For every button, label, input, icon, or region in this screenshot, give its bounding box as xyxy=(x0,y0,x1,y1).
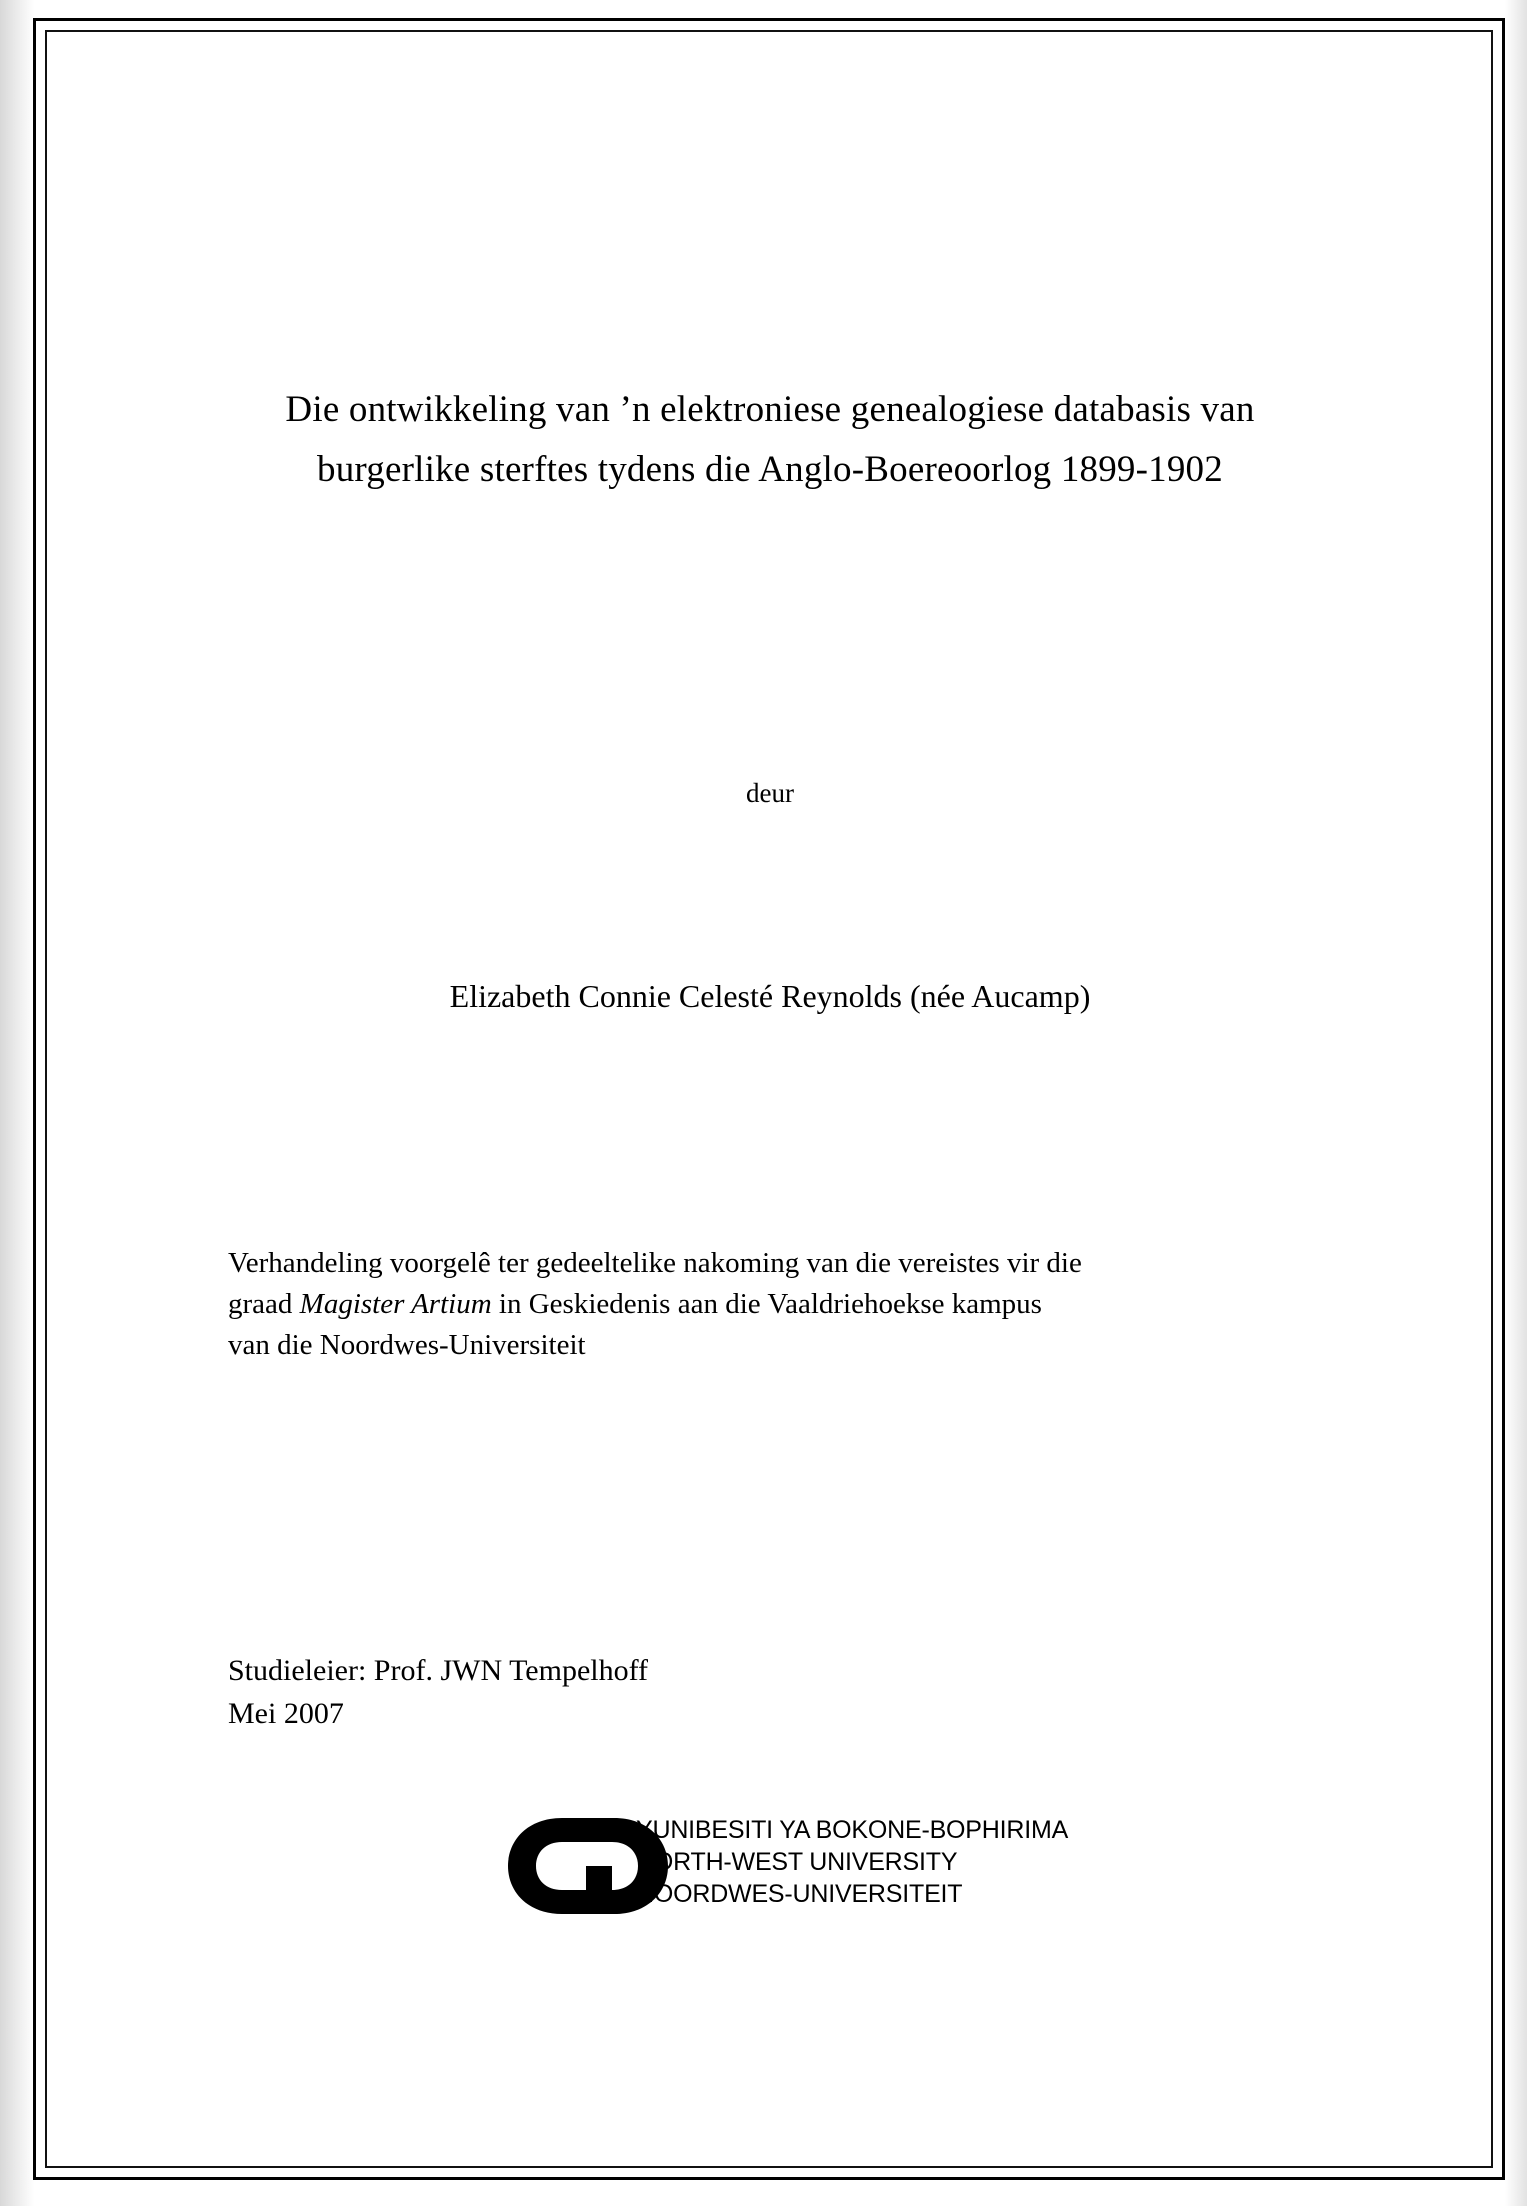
by-label: deur xyxy=(746,778,794,808)
supervisor-line: Studieleier: Prof. JWN Tempelhoff xyxy=(228,1654,649,1687)
degree-name-italic: Magister Artium xyxy=(299,1288,492,1321)
title-line-1: Die ontwikkeling van ’n elektroniese genealogiese databasis van xyxy=(285,389,1255,430)
university-logo xyxy=(500,1808,1150,1928)
degree-statement xyxy=(228,1243,1353,1367)
logo-text-line-2: NORTH-WEST UNIVERSITY xyxy=(636,1848,958,1876)
author-name: Elizabeth Connie Celesté Reynolds (née Aucamp) xyxy=(449,978,1091,1014)
title-line-2: burgerlike sterftes tydens die Anglo-Boereoorlog 1899-1902 xyxy=(317,448,1223,490)
degree-statement-line-2-prefix: graad xyxy=(228,1288,300,1321)
page-content xyxy=(45,30,1493,2168)
logo-text-line-1: YUNIBESITI YA BOKONE-BOPHIRIMA xyxy=(636,1816,1069,1844)
date-line: Mei 2007 xyxy=(228,1696,344,1730)
document-title xyxy=(185,380,1355,500)
scan-edge-shadow-left xyxy=(0,0,34,2206)
degree-statement-line-2-suffix: in Geskiedenis aan die Vaaldriehoekse kampus xyxy=(491,1288,1042,1321)
degree-statement-line-3: van die Noordwes-Universiteit xyxy=(228,1329,586,1362)
logo-text-line-3: NOORDWES-UNIVERSITEIT xyxy=(636,1880,963,1908)
university-logo-text xyxy=(636,1814,1068,1910)
degree-statement-line-1: Verhandeling voorgelê ter gedeeltelike nakoming van die vereistes vir die xyxy=(228,1247,1082,1279)
scan-edge-shadow-right xyxy=(1505,0,1527,2206)
degree-statement-line-2 xyxy=(228,1284,1353,1325)
supervisor-block xyxy=(228,1650,1128,1735)
